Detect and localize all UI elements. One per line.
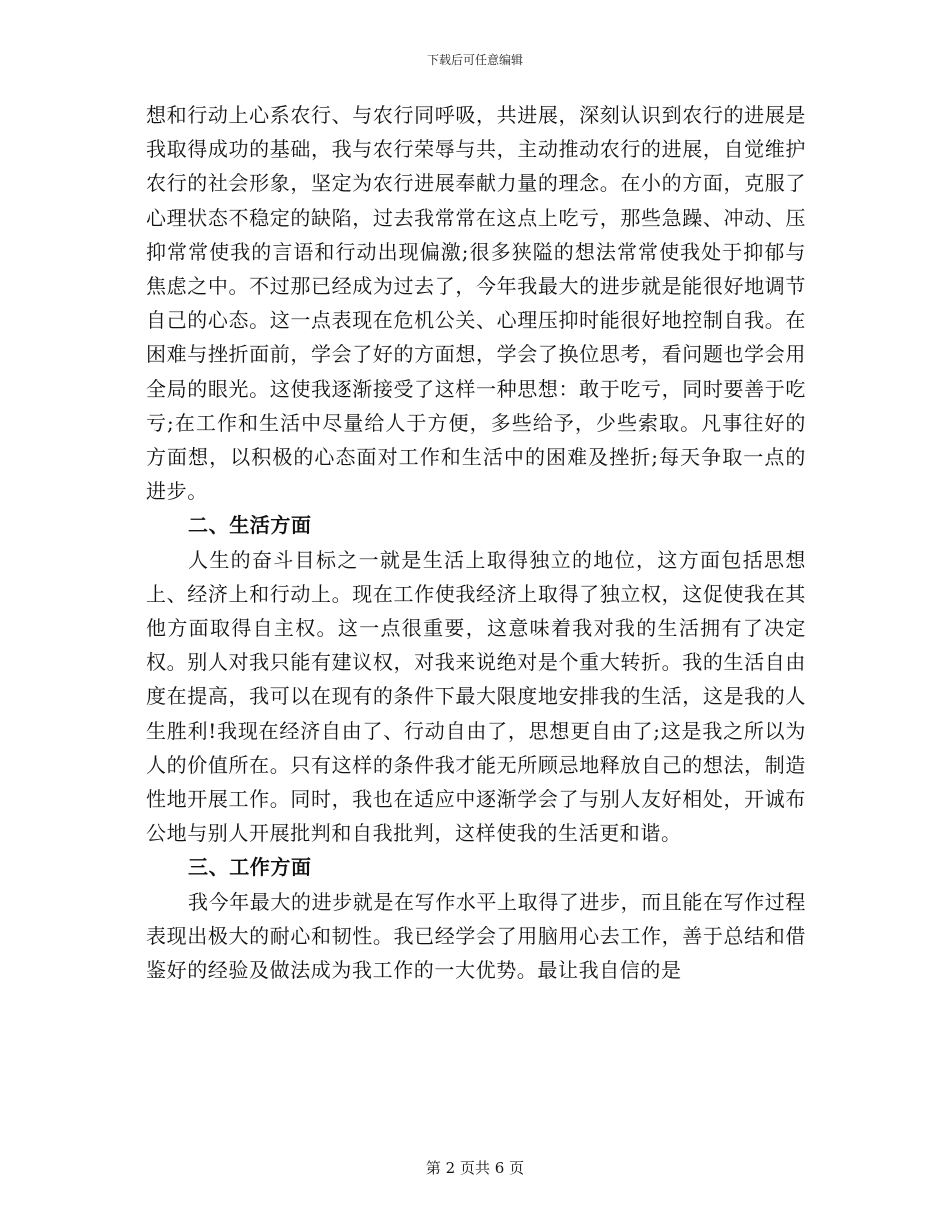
paragraph-continuation: 想和行动上心系农行、与农行同呼吸，共进展，深刻认识到农行的进展是我取得成功的基础，我与农行荣辱与共，主动推动农行的进展，自觉维护农行的社会形象，坚定为农行进展奉献力量的理念。在小的方面，克服了心理状态不稳定的缺陷，过去我常常在这点上吃亏，那些急躁、冲动、压抑常常使我的言语和行动出现偏激;很多狭隘的想法常常使我处于抑郁与焦虑之中。不过那已经成为过去了，今年我最大的进步就是能很好地调节自己的心态。这一点表现在危机公关、心理压抑时能很好地控制自我。在困难与挫折面前，学会了好的方面想，学会了换位思考，看问题也学会用全局的眼光。这使我逐渐接受了这样一种思想：敢于吃亏，同时要善于吃亏;在工作和生活中尽量给人于方便，多些给予，少些索取。凡事往好的方面想，以积极的心态面对工作和生活中的困难及挫折;每天争取一点的进步。 (146, 103, 806, 504)
document-body (146, 98, 806, 987)
section-heading-life: 二、生活方面 (188, 513, 312, 538)
paragraph-life: 人生的奋斗目标之一就是生活上取得独立的地位，这方面包括思想上、经济上和行动上。现在工作使我经济上取得了独立权，这促使我在其他方面取得自主权。这一点很重要，这意味着我对我的生活拥有了决定权。别人对我只能有建议权，对我来说绝对是个重大转折。我的生活自由度在提高，我可以在现有的条件下最大限度地安排我的生活，这是我的人生胜利!我现在经济自由了、行动自由了，思想更自由了;这是我之所以为人的价值所在。只有这样的条件我才能无所顾忌地释放自己的想法，制造性地开展工作。同时，我也在适应中逐渐学会了与别人友好相处，开诚布公地与别人开展批判和自我批判，这样使我的生活更和谐。 (146, 547, 806, 846)
page-number-footer: 第 2 页共 6 页 (425, 1159, 525, 1177)
paragraph-work: 我今年最大的进步就是在写作水平上取得了进步，而且能在写作过程表现出极大的耐心和韧性。我已经学会了用脑用心去工作，善于总结和借鉴好的经验及做法成为我工作的一大优势。最让我自信的是 (146, 889, 806, 983)
page-header: 下载后可任意编辑 (426, 53, 523, 67)
section-heading-work: 三、工作方面 (188, 855, 312, 880)
